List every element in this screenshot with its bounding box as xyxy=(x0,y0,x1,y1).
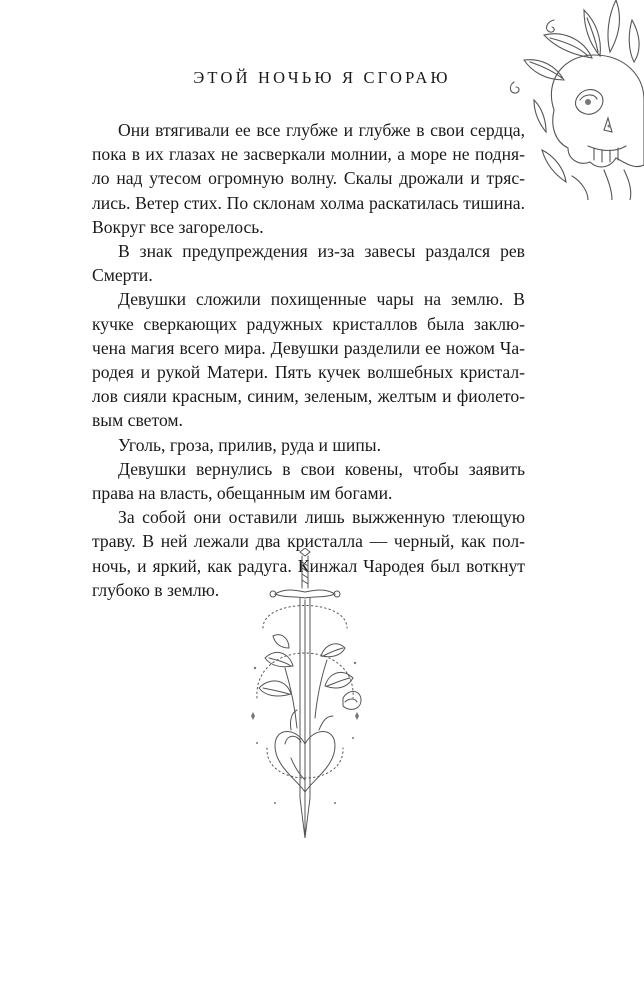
dagger-heart-icon xyxy=(245,548,395,848)
paragraph: За собой они оставили лишь выжженную тлеющую траву. В ней лежали два кристалла — черный, как полночь, и яркий, как радуга. Кинжал Чародея был воткнут глубоко в землю. xyxy=(92,507,525,600)
paragraph: Они втягивали ее все глубже и глубже в свои сердца, пока в их глазах не засверкали молнии, а море не подняло над утесом огромную волну. Скалы дрожали и тряслись. Ветер стих. По склонам холма раскатилась тишина. Вокруг все загорелось. xyxy=(92,120,525,237)
paragraph: Девушки вернулись в свои ковены, чтобы заявить права на власть, обещанным им богами. xyxy=(92,458,525,504)
body-text xyxy=(92,118,525,602)
paragraph: Девушки сложили похищенные чары на землю. В кучке сверкающих радужных кристаллов была заключена магия всего мира. Девушки разделили ее ножом Чародея и рукой Матери. Пять кучек волшебных кристаллов сияли красным, синим, зеленым, желтым и фиолетовым светом. xyxy=(92,289,525,431)
paragraph: В знак предупреждения из-за завесы раздался рев Смерти. xyxy=(92,241,525,286)
paragraph: Уголь, гроза, прилив, руда и шипы. xyxy=(118,434,381,455)
running-title: ЭТОЙ НОЧЬЮ Я СГОРАЮ xyxy=(193,68,451,87)
